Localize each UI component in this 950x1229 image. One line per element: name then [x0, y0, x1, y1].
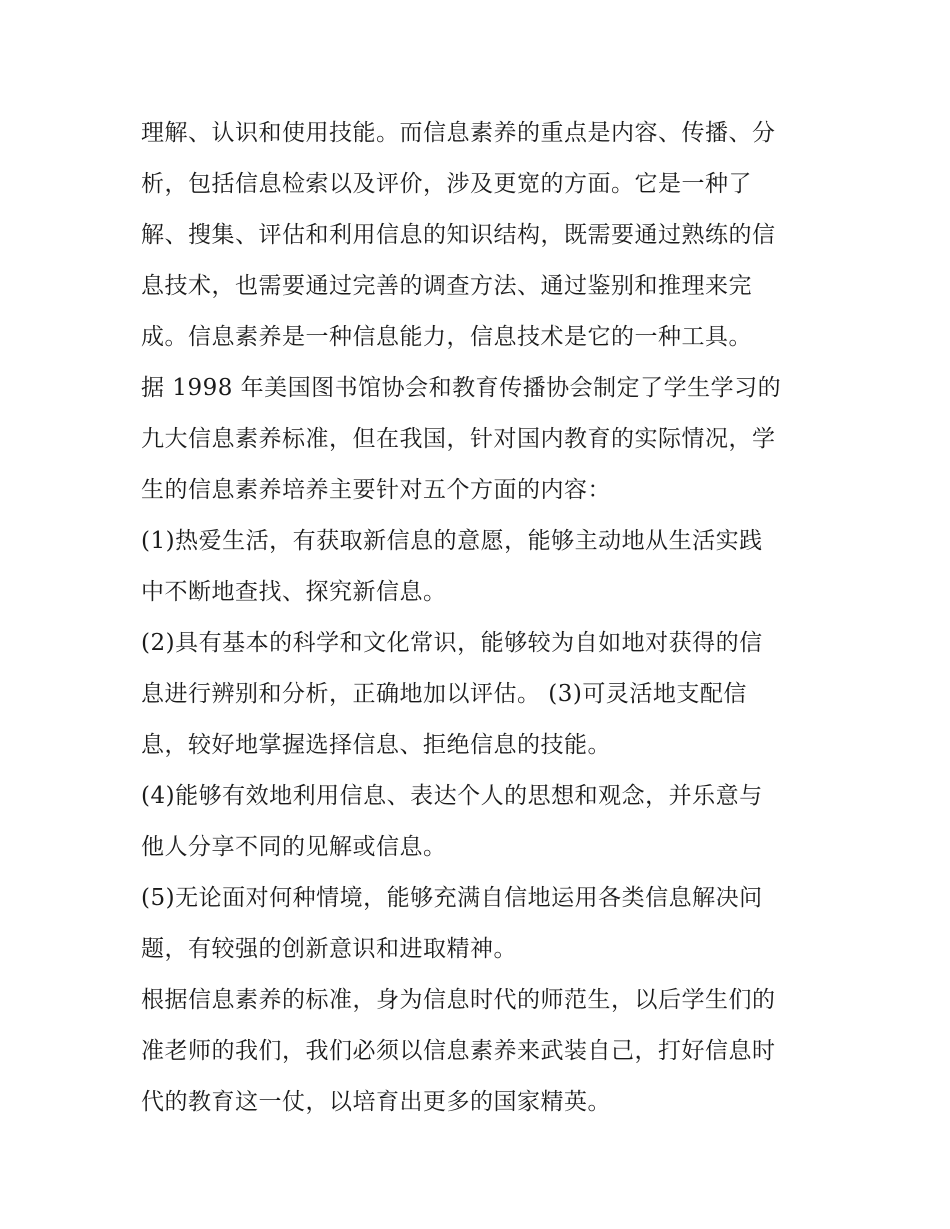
text-line: 息技术，也需要通过完善的调查方法、通过鉴别和推理来完 [141, 273, 752, 299]
text-line: 生的信息素养培养主要针对五个方面的内容： [141, 477, 611, 503]
text-line: 成。信息素养是一种信息能力，信息技术是它的一种工具。 [141, 324, 752, 350]
text-line: (2)具有基本的科学和文化常识，能够较为自如地对获得的信 [141, 630, 763, 656]
text-line: 他人分享不同的见解或信息。 [141, 834, 447, 860]
text-line: 准老师的我们，我们必须以信息素养来武装自己，打好信息时 [141, 1038, 776, 1064]
text-line: 题，有较强的创新意识和进取精神。 [141, 936, 517, 962]
text-line: 代的教育这一仗，以培育出更多的国家精英。 [141, 1089, 611, 1115]
text-line: 解、搜集、评估和利用信息的知识结构，既需要通过熟练的信 [141, 222, 776, 248]
text-line: 九大信息素养标准，但在我国，针对国内教育的实际情况，学 [141, 426, 776, 452]
text-line: (4)能够有效地利用信息、表达个人的思想和观念，并乐意与 [141, 783, 763, 809]
text-line: 据 1998 年美国图书馆协会和教育传播协会制定了学生学习的 [141, 375, 782, 401]
text-line: 理解、认识和使用技能。而信息素养的重点是内容、传播、分 [141, 120, 776, 146]
text-line: 息，较好地掌握选择信息、拒绝信息的技能。 [141, 732, 611, 758]
text-line: 息进行辨别和分析，正确地加以评估。 (3)可灵活地支配信 [141, 681, 747, 707]
text-line: (1)热爱生活，有获取新信息的意愿，能够主动地从生活实践 [141, 528, 763, 554]
text-line: 中不断地查找、探究新信息。 [141, 579, 447, 605]
body-text [141, 108, 831, 1128]
text-line: 析，包括信息检索以及评价，涉及更宽的方面。它是一种了 [141, 171, 752, 197]
text-line: 根据信息素养的标准，身为信息时代的师范生，以后学生们的 [141, 987, 776, 1013]
text-line: (5)无论面对何种情境，能够充满自信地运用各类信息解决问 [141, 885, 763, 911]
